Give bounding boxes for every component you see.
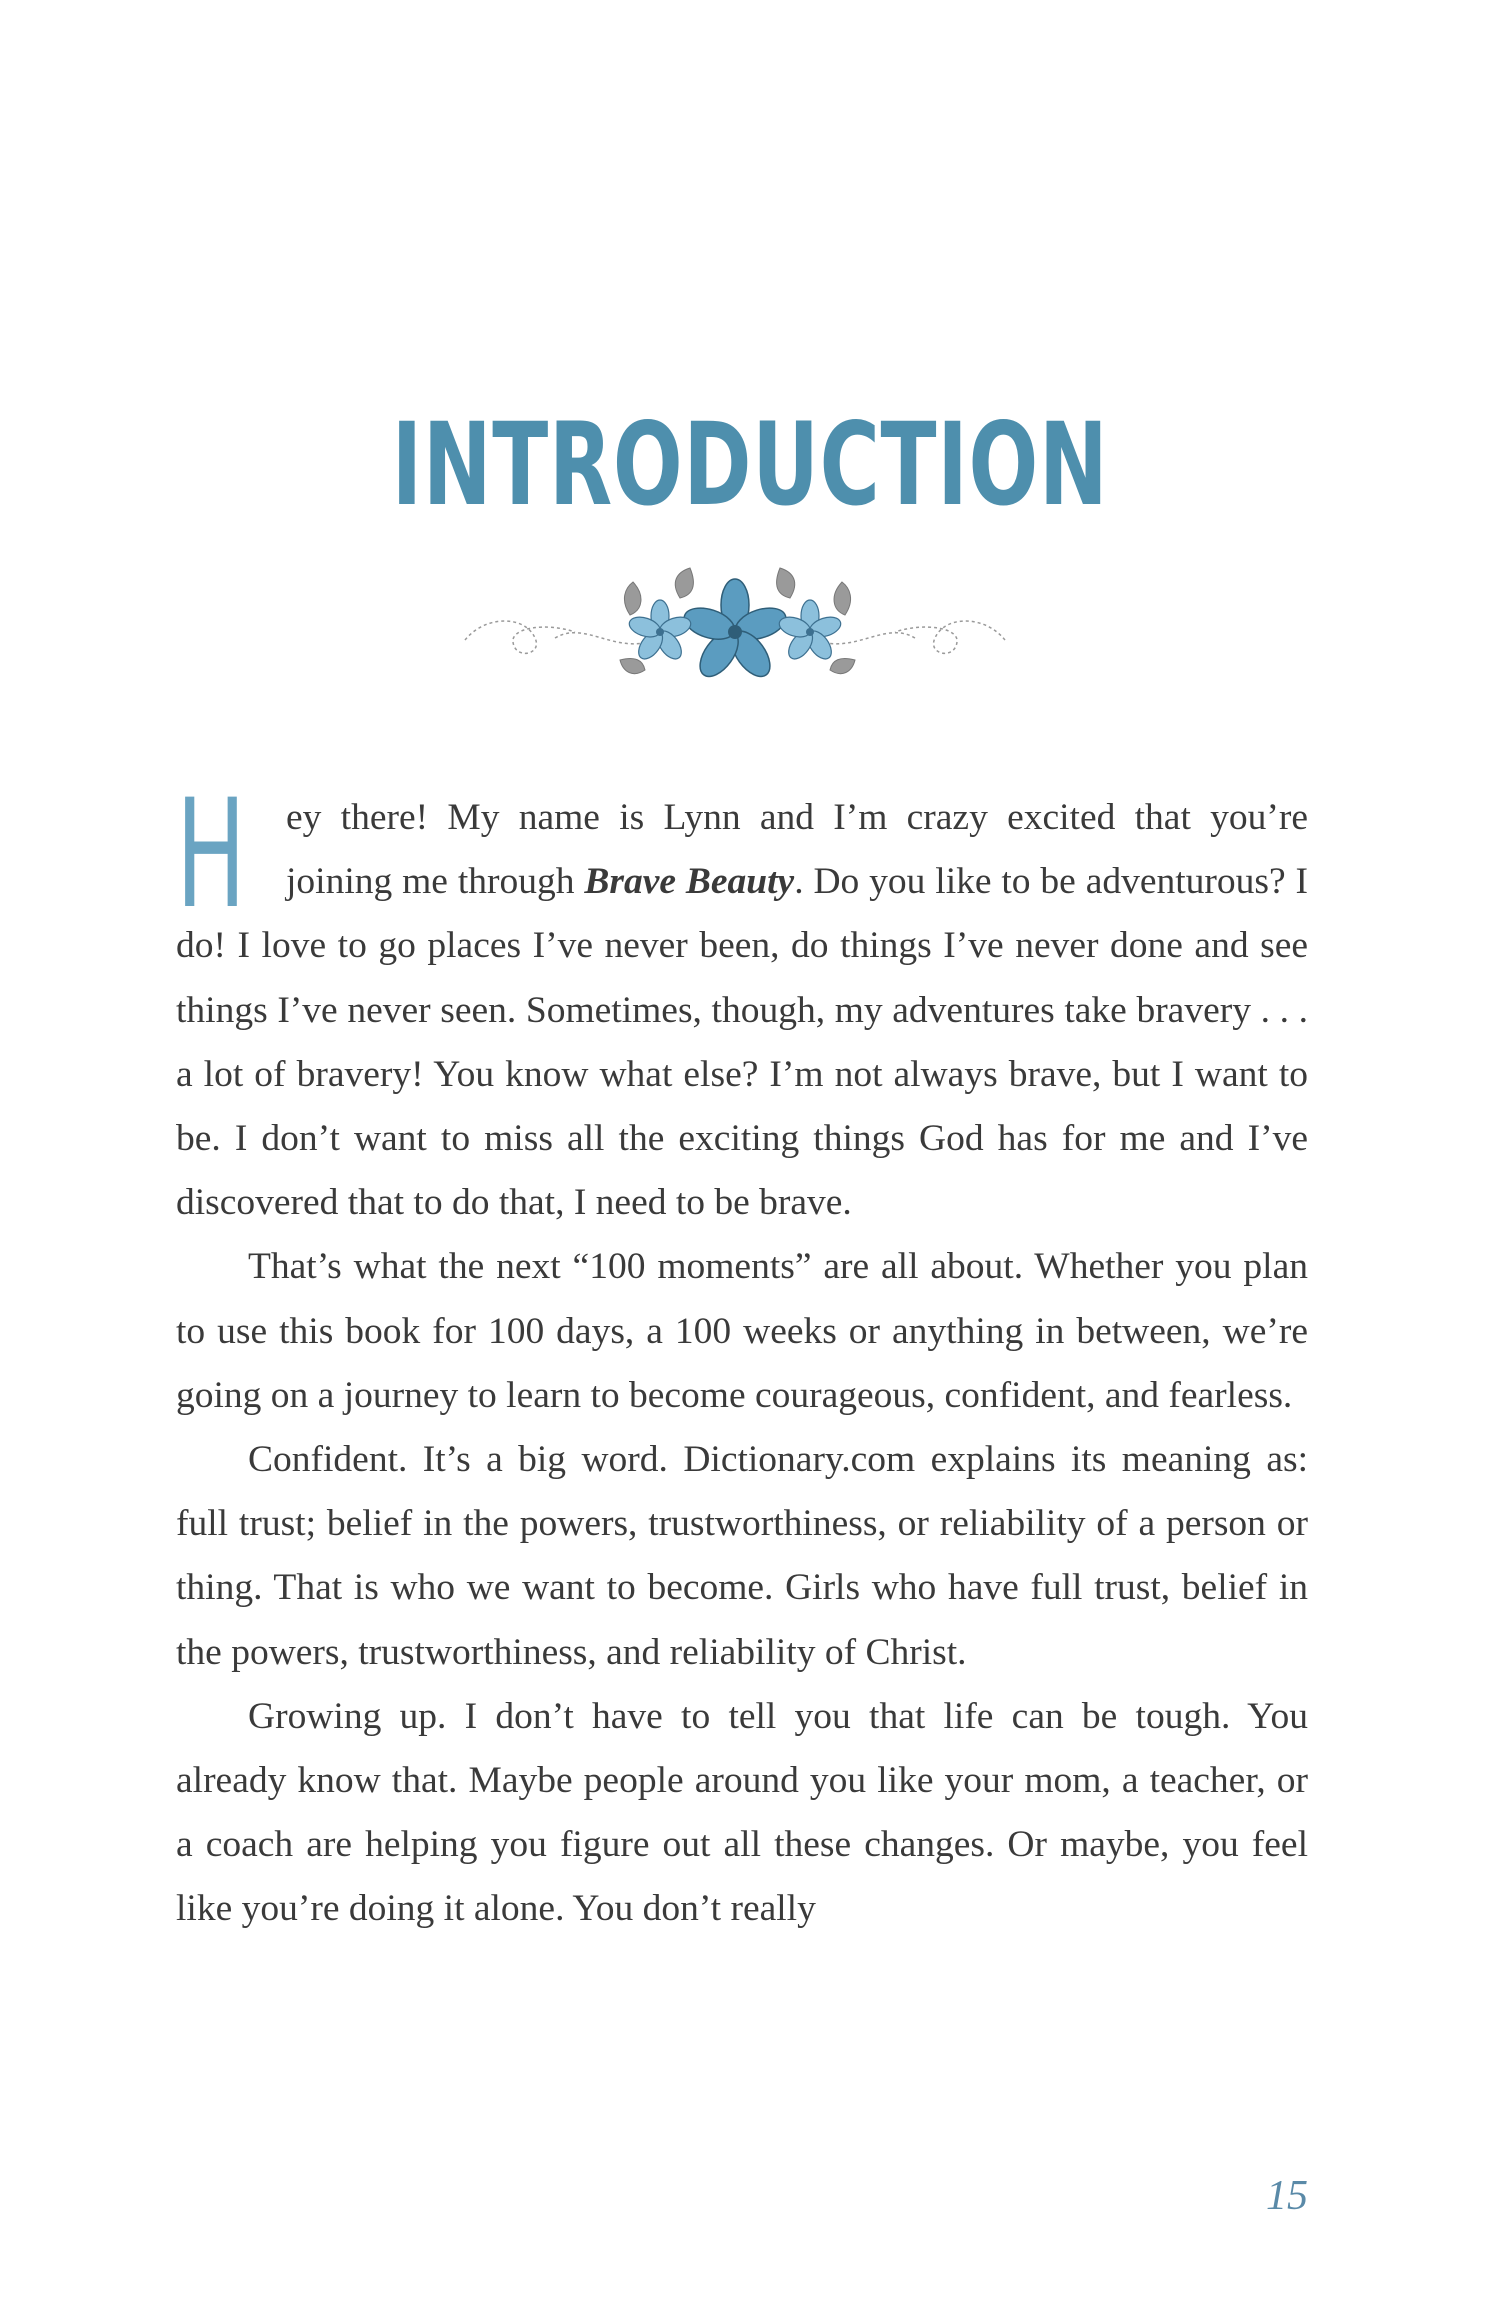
- flower-vine-icon: [455, 560, 1015, 700]
- book-title: Brave Beauty: [584, 861, 795, 903]
- paragraph-3: Confident. It’s a big word. Dictionary.com explains its meaning as: full trust; belief in the powers, trustworthiness, or reliability of a person or thing. That is who we want to become. Girls who have full trust, belief in the powers, trustworthiness, and reliability of Christ.: [176, 1439, 1308, 1673]
- paragraph-1: [176, 768, 1308, 1235]
- page-number: 15: [1266, 2173, 1308, 2219]
- paragraph-1-text-a: ey there! My name is Lynn and I’m crazy excited that you’re joining me through: [286, 797, 1308, 903]
- paragraph-4: Growing up. I don’t have to tell you that life can be tough. You already know that. Maybe people around you like your mom, a teacher, or a coach are helping you figure out all these changes. Or maybe, you feel like you’re doing it alone. You don’t really: [176, 1695, 1308, 1930]
- drop-cap: H: [176, 768, 246, 942]
- paragraph-1-text-b: . Do you like to be adventurous? I do! I love to go places I’ve never been, do things I’ve never done and see things I’ve never seen. Sometimes, though, my adventures take bravery . . . a lot of bravery! You know what else? I’m not always brave, but I want to be. I don’t want to miss all the exciting things God has for me and I’ve discovered that to do that, I need to be brave.: [176, 861, 1308, 1224]
- body-text: [176, 768, 1308, 1942]
- chapter-title: INTRODUCTION: [391, 398, 1109, 531]
- paragraph-2: That’s what the next “100 moments” are all about. Whether you plan to use this book for 100 days, a 100 weeks or anything in between, we’re going on a journey to learn to become courageous, confident, and fearless.: [176, 1246, 1308, 1416]
